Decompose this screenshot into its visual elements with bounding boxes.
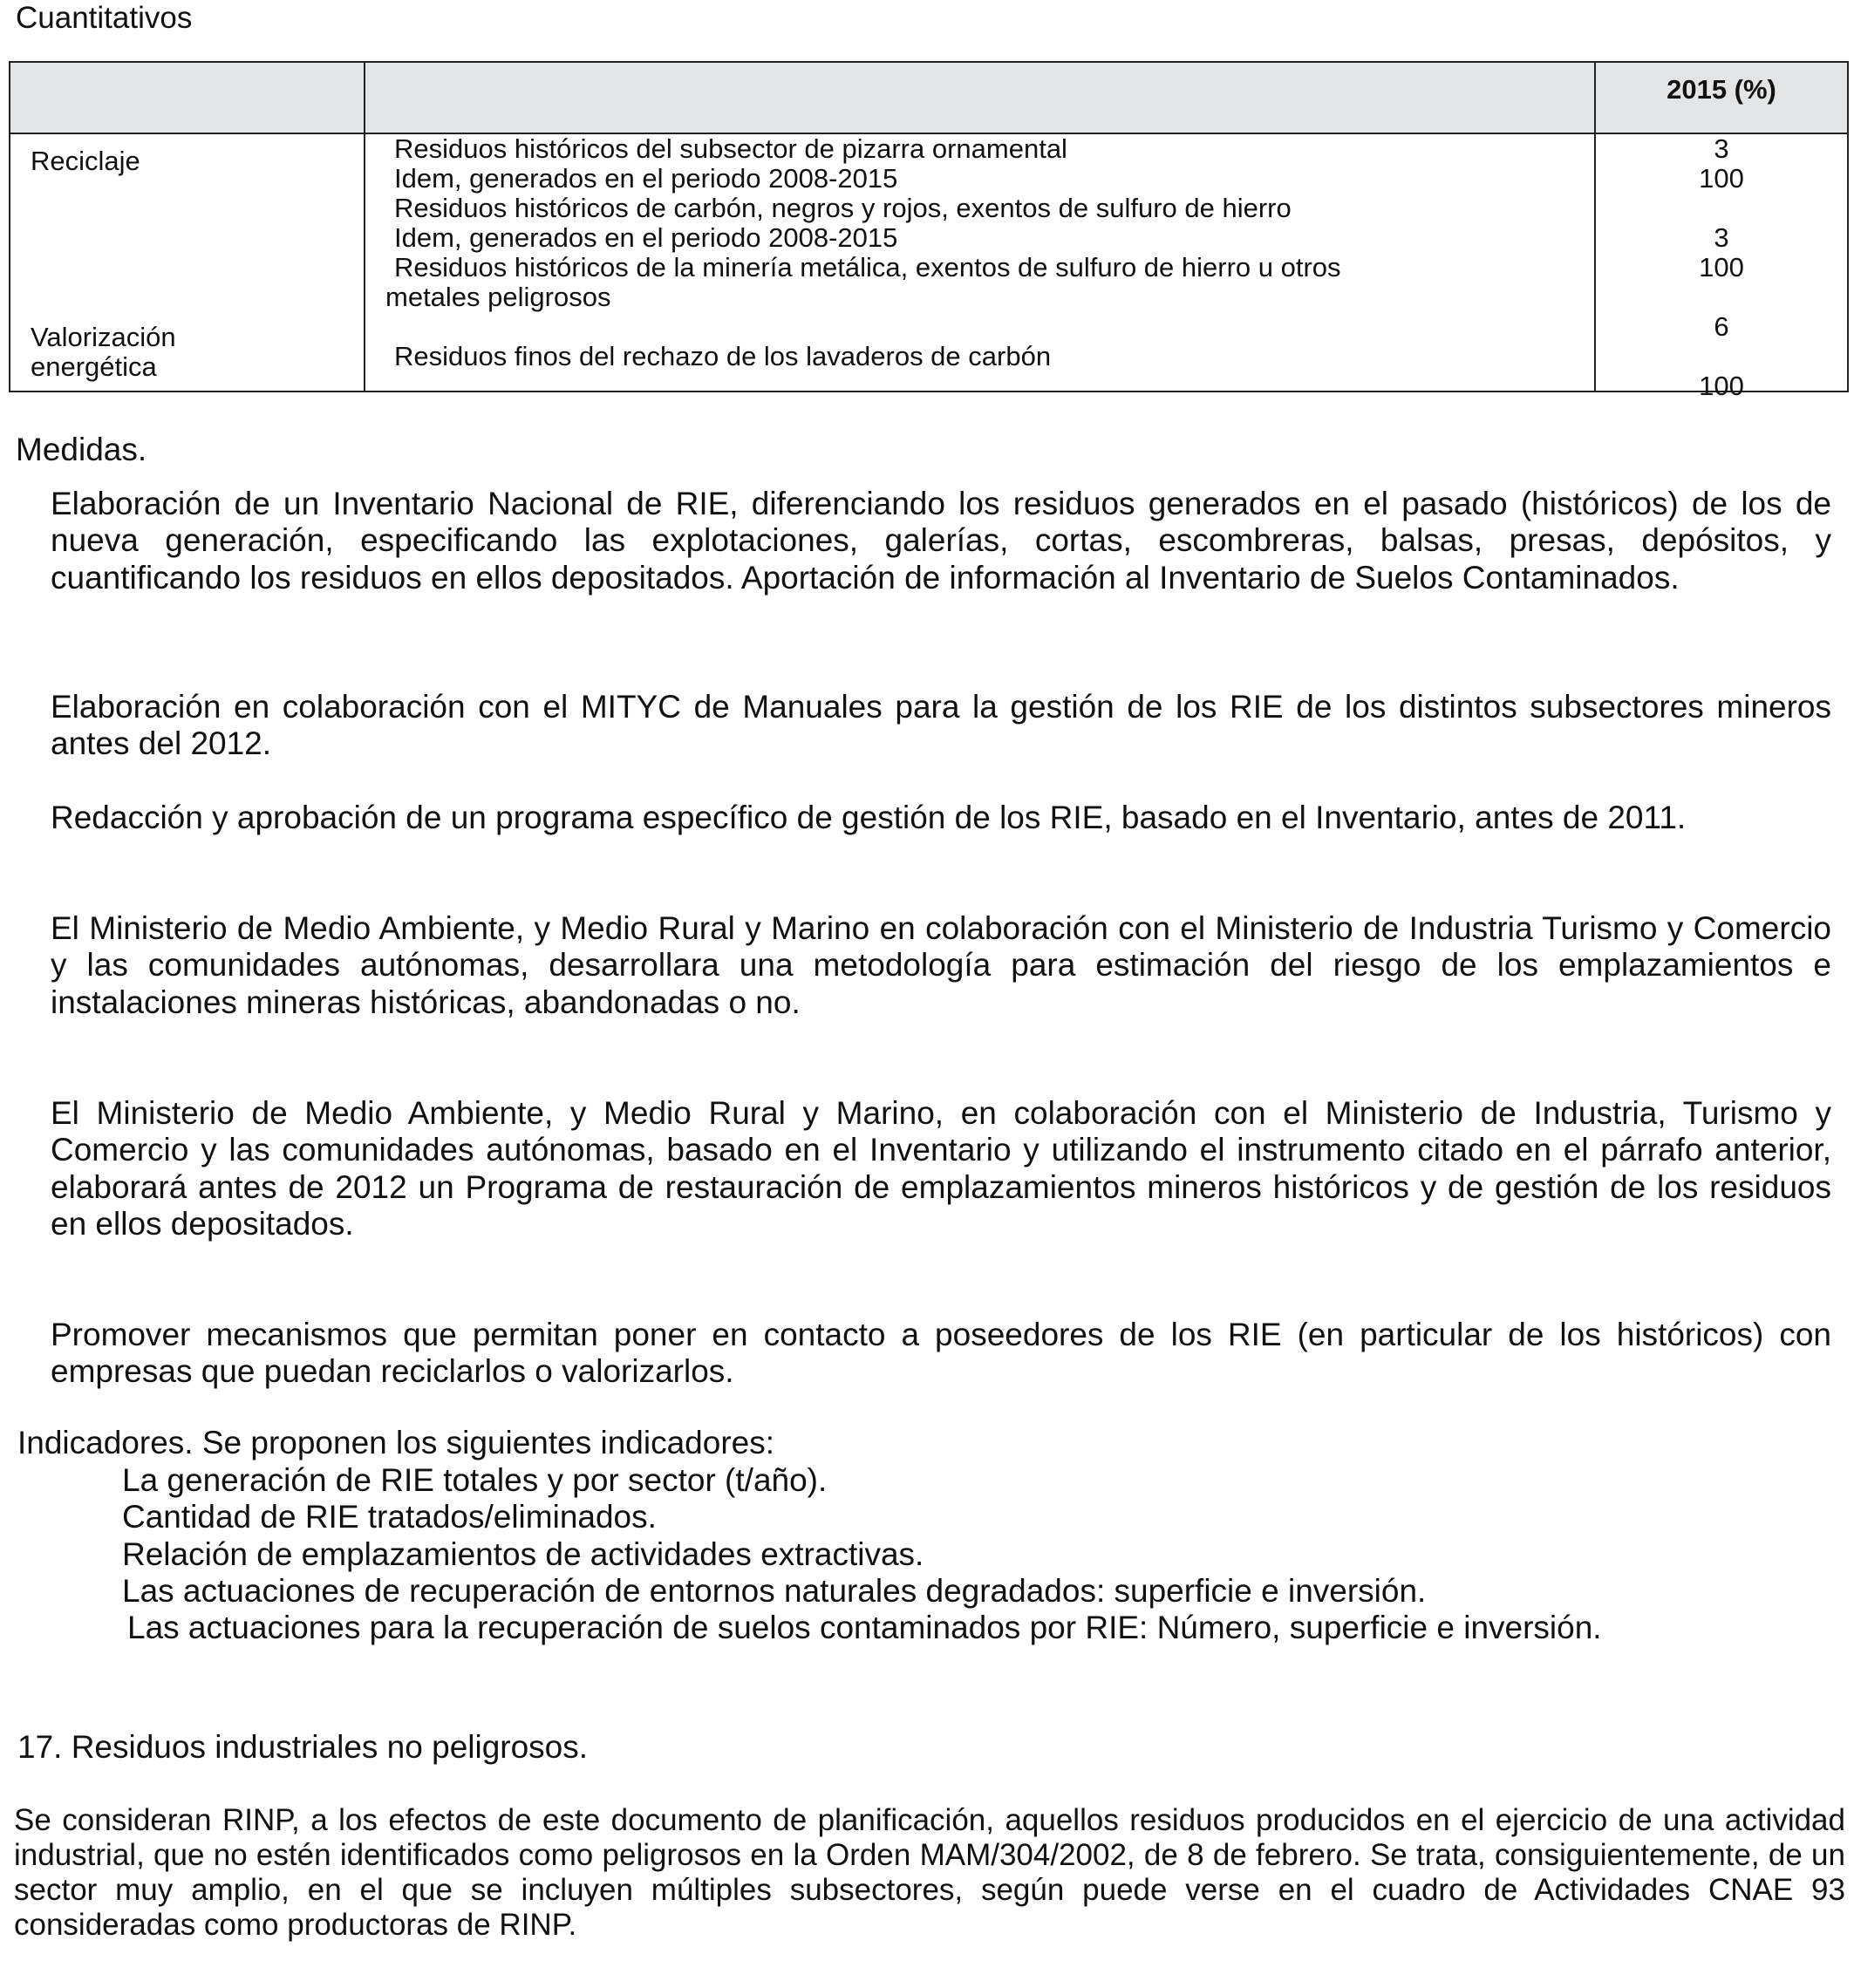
description-line: Residuos finos del rechazo de los lavaderos de carbón: [394, 341, 1052, 371]
list-item: Las actuaciones para la recuperación de suelos contaminados por RIE: Número, superficie e inversión.: [127, 1610, 1602, 1646]
heading-medidas: Medidas.: [16, 432, 147, 467]
list-item: Cantidad de RIE tratados/eliminados.: [122, 1499, 657, 1535]
medida-paragraph: El Ministerio de Medio Ambiente, y Medio Rural y Marino, en colaboración con el Ministerio de Industria, Turismo y Comercio y las comunidades autónomas, basado en el Inventario y utilizando el instrumento citado en el párrafo anterior, elaborará antes de 2012 un Programa de restauración de emplazamientos mineros históricos y de gestión de los residuos en ellos depositados.: [51, 1095, 1831, 1242]
medida-paragraph: Elaboración de un Inventario Nacional de RIE, diferenciando los residuos generados en el pasado (históricos) de los de nueva generación, especificando las explotaciones, galerías, cortas, escombreras, balsas, presas, depósitos, y cuantificando los residuos en ellos depositados. Aportación de información al Inventario de Suelos Contaminados.: [51, 486, 1831, 596]
list-item: Relación de emplazamientos de actividades extractivas.: [122, 1535, 924, 1572]
indicadores-title: Indicadores. Se proponen los siguientes indicadores:: [17, 1425, 775, 1460]
description-line: Residuos históricos del subsector de pizarra ornamental: [394, 133, 1067, 164]
values-cell: [1595, 133, 1848, 401]
description-line: Residuos históricos de carbón, negros y rojos, exentos de sulfuro de hierro: [394, 193, 1292, 223]
final-paragraph: Se consideran RINP, a los efectos de este documento de planificación, aquellos residuos producidos en el ejercicio de una actividad industrial, que no estén identificados como peligrosos en la Orden MAM/304/2002, de 8 de febrero. Se trata, consiguientemente, de un sector muy amplio, en el que se incluyen múltiples subsectores, según puede verse en el cuadro de Actividades CNAE 93 consideradas como productoras de RINP.: [14, 1803, 1845, 1942]
value-text: 6: [1714, 311, 1729, 342]
quantitative-table: [9, 61, 1849, 401]
table-body-row: [10, 133, 1848, 391]
header-cell-empty-1: [10, 62, 365, 133]
medida-paragraph: El Ministerio de Medio Ambiente, y Medio Rural y Marino en colaboración con el Ministerio de Industria Turismo y Comercio y las comunidades autónomas, desarrollara una metodología para estimación del riesgo de los emplazamientos e instalaciones mineras históricas, abandonadas o no.: [51, 910, 1831, 1020]
category-reciclaje: Reciclaje: [31, 146, 140, 176]
category-cell: [10, 133, 365, 391]
category-valorizacion: Valorización energética: [31, 322, 176, 382]
indicadores-list: [122, 1462, 1831, 1646]
description-line: Idem, generados en el periodo 2008-2015: [394, 163, 898, 194]
heading-cuantitativos: Cuantitativos: [16, 1, 193, 35]
medida-paragraph: Redacción y aprobación de un programa específico de gestión de los RIE, basado en el Inventario, antes de 2011.: [51, 800, 1687, 835]
description-line: Idem, generados en el periodo 2008-2015: [394, 222, 898, 253]
description-line: metales peligrosos: [385, 282, 611, 312]
heading-section-17: 17. Residuos industriales no peligrosos.: [17, 1729, 589, 1765]
value-text: 100: [1699, 163, 1744, 194]
value-text: 100: [1699, 371, 1744, 401]
table-header-row: [10, 62, 1848, 133]
description-cell: [365, 133, 1595, 391]
medida-paragraph: Promover mecanismos que permitan poner en contacto a poseedores de los RIE (en particular de los históricos) con empresas que puedan reciclarlos o valorizarlos.: [51, 1317, 1831, 1390]
list-item: La generación de RIE totales y por sector (t/año).: [122, 1462, 828, 1498]
description-line: Residuos históricos de la minería metálica, exentos de sulfuro de hierro u otros: [394, 252, 1341, 283]
value-text: 3: [1714, 222, 1729, 253]
list-item: Las actuaciones de recuperación de entornos naturales degradados: superficie e inversión.: [122, 1572, 1427, 1609]
medida-paragraph: Elaboración en colaboración con el MITYC de Manuales para la gestión de los RIE de los distintos subsectores mineros antes del 2012.: [51, 689, 1831, 762]
value-text: 100: [1699, 252, 1744, 283]
value-text: 3: [1714, 133, 1729, 164]
header-cell-year: 2015 (%): [1595, 62, 1848, 133]
header-cell-empty-2: [365, 62, 1595, 133]
